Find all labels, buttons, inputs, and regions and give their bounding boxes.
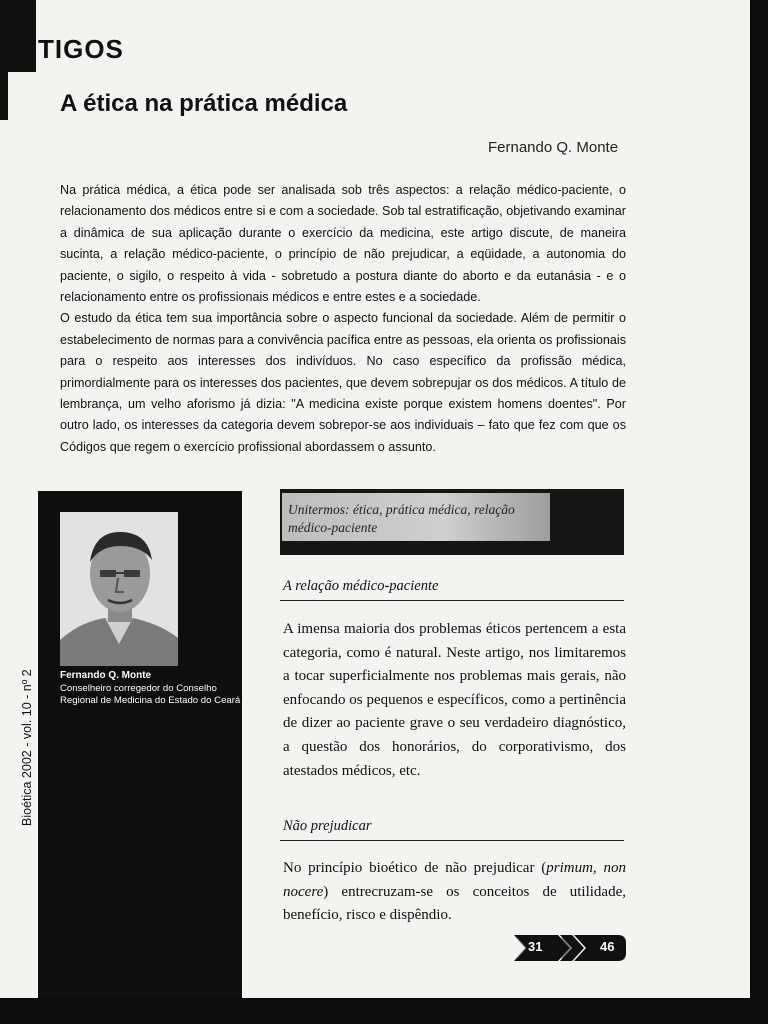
section-body [283, 857, 626, 928]
section-body-text: ) entrecruzam-se os conceitos de utilidade, benefício, risco e dispêndio. [283, 883, 626, 924]
scan-border-bottom [0, 998, 768, 1024]
keywords-background [282, 493, 550, 541]
section-body: A imensa maioria dos problemas éticos pertencem a esta categoria, como é natural. Neste artigo, nos limitaremos a tocar superficialmente nos problemas mais gerais, não enfocando os pequenos e específicos, como a pertinência de dizer ao paciente grave o seu verdadeiro diagnóstico, a questão dos honorários, do corporativismo, dos atestados médicos, etc. [283, 621, 626, 779]
article-title: A ética na prática médica [60, 90, 348, 117]
abstract [60, 180, 626, 458]
keywords-text: Unitermos: ética, prática médica, relação médico-paciente [288, 502, 515, 535]
author-photo [60, 512, 178, 666]
author-byline: Fernando Q. Monte [488, 139, 619, 156]
page-number-current: 31 [528, 939, 543, 954]
abstract-paragraph: Na prática médica, a ética pode ser analisada sob três aspectos: a relação médico-paciente, o relacionamento dos médicos entre si e com a sociedade. Sob tal estratificação, objetivando examinar a dinâmica de sua aplicação durante o exercício da medicina, este artigo discute, de maneira sucinta, a relação médico-paciente, o princípio de não prejudicar, a eqüidade, a autonomia do paciente, o sigilo, o respeito à vida - sobretudo a postura diante do aborto e da eutanásia - e o relacionamento entre os profissionais médicos e entre estes e a sociedade. [60, 183, 626, 305]
section-body-text: No princípio bioético de não prejudicar ( [283, 860, 547, 876]
section-tab-tail [0, 72, 8, 120]
section-rule [280, 840, 624, 841]
page-number-total: 46 [600, 939, 615, 954]
journal-reference: Bioética 2002 - vol. 10 - nº 2 [20, 669, 34, 826]
author-name: Fernando Q. Monte [60, 670, 152, 681]
section-heading: A relação médico-paciente [283, 578, 439, 594]
section-heading: Não prejudicar [283, 818, 372, 834]
section-rule [280, 600, 624, 601]
section-label: TIGOS [38, 34, 124, 64]
keywords-box [280, 489, 624, 555]
scan-border-right [750, 0, 768, 1024]
abstract-paragraph: O estudo da ética tem sua importância sobre o aspecto funcional da sociedade. Além de permitir o estabelecimento de normas para a convivência pacífica entre as pessoas, ela orienta os profissionais para o respeito aos interesses dos indivíduos. No caso específico da profissão médica, primordialmente para os interesses dos pacientes, que devem sobrepujar os dos médicos. A título de lembrança, um velho aforismo já dizia: "A medicina existe porque existem homens doentes". Por outro lado, os interesses da categoria devem sobrepor-se aos individuais – fato que fez com que os Códigos que regem o exercício profissional abordassem o assunto. [60, 311, 626, 454]
section-tab-marker [0, 0, 36, 72]
section-body-italic: primum, non nocere [283, 860, 626, 900]
author-affiliation: Conselheiro corregedor do Conselho Regional de Medicina do Estado do Ceará [60, 683, 241, 707]
